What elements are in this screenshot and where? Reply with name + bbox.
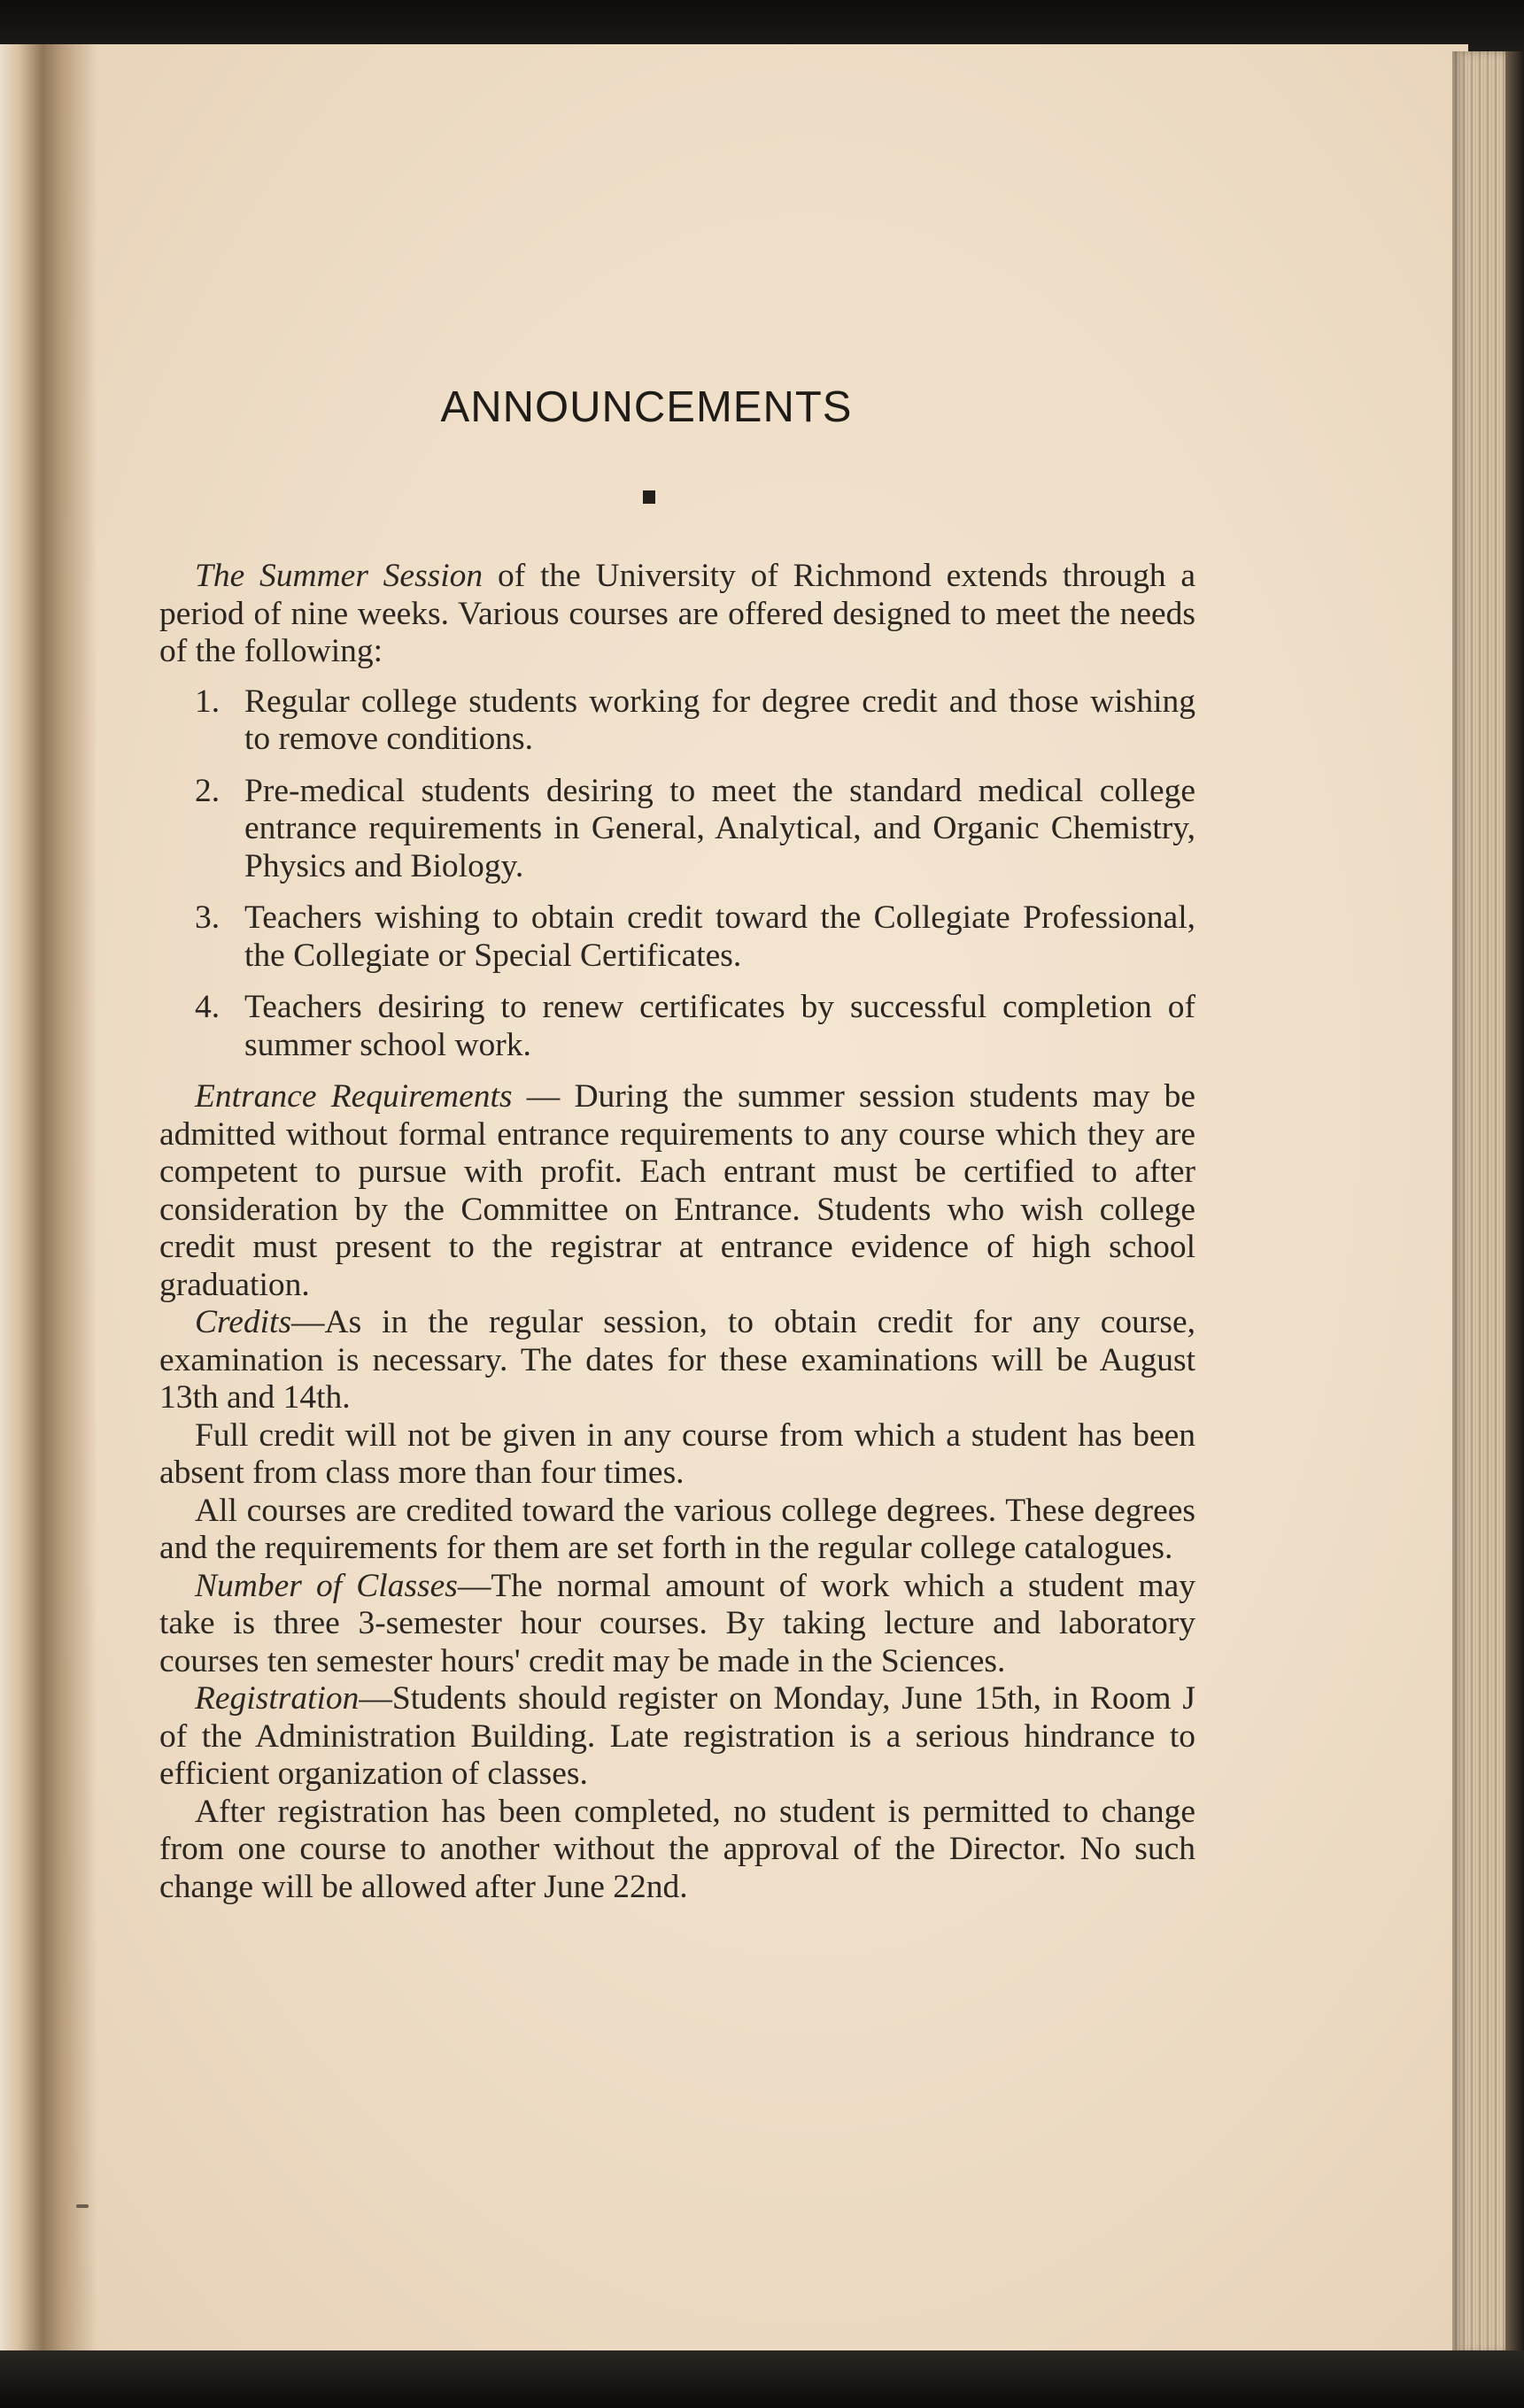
entrance-runin: Entrance Requirements [195,1078,513,1115]
entrance-paragraph [159,1078,1195,1304]
list-item-number: 3. [195,899,220,936]
page-title: ANNOUNCEMENTS [440,383,853,431]
registration-paragraph [159,1680,1195,1794]
list-item-text: Pre-medical students desiring to meet the standard medical college entrance requirements in General, Analytical, and Organic Chemistry, Physics and Biology. [244,772,1195,884]
list-item-number: 4. [195,989,220,1025]
list-item [159,989,1195,1064]
audience-list [159,683,1195,1065]
list-item [159,899,1195,975]
list-item-text: Regular college students working for degree credit and those wishing to remove conditions. [244,683,1195,757]
classes-text: —The normal amount of work which a student may take is three 3-semester hour courses. By taking lecture and laboratory courses ten semester hours' credit may be made in the Sciences. [159,1567,1195,1679]
registration-runin: Registration [195,1680,360,1717]
credits-runin: Credits [195,1304,292,1340]
credits-text: —As in the regular session, to obtain credit for any course, examination is necessary. The dates for these examinations will be August 13th and 14th. [159,1304,1195,1416]
list-item-text: Teachers wishing to obtain credit toward the Collegiate Professional, the Collegiate or Special Certificates. [244,899,1195,974]
list-item-number: 2. [195,772,220,809]
registration-paragraph-2: After registration has been completed, no student is permitted to change from one course to another without the approval of the Director. No such change will be allowed after June 22nd. [159,1793,1195,1905]
body-text [159,558,1195,1906]
classes-runin: Number of Classes [195,1567,458,1604]
intro-runin: The Summer Session [195,558,484,594]
document-page [0,44,1468,2359]
list-item-number: 1. [195,683,220,720]
credits-paragraph-3: All courses are credited toward the various college degrees. These degrees and the requirements for them are set forth in the regular college catalogues. [159,1492,1195,1566]
list-item [159,773,1195,886]
classes-paragraph [159,1568,1195,1681]
square-ornament-icon [643,490,655,504]
registration-text: —Students should register on Monday, June 15th, in Room J of the Administration Building. Late registration is a serious hindrance to efficient organization of classes. [159,1680,1195,1792]
intro-text: of the University of Richmond extends through a period of nine weeks. Various courses are offered designed to meet the needs of the following: [159,558,1195,669]
intro-paragraph [159,558,1195,671]
scan-bottom-edge [0,2350,1524,2408]
credits-paragraph [159,1304,1195,1417]
stray-ink-mark [76,2204,89,2208]
binding-gutter-shadow [0,44,97,2359]
book-cover-edge [1505,51,1524,2353]
credits-paragraph-2: Full credit will not be given in any course from which a student has been absent from class more than four times. [159,1416,1195,1491]
list-item [159,683,1195,759]
entrance-text: — During the summer session students may be admitted without formal entrance requirements to any course which they are competent to pursue with profit. Each entrant must be certified to after consideration by the Committee on Entrance. Students who wish college credit must present to the registrar at entrance evidence of high school graduation. [159,1078,1195,1303]
list-item-text: Teachers desiring to renew certificates by successful completion of summer school work. [244,989,1195,1063]
